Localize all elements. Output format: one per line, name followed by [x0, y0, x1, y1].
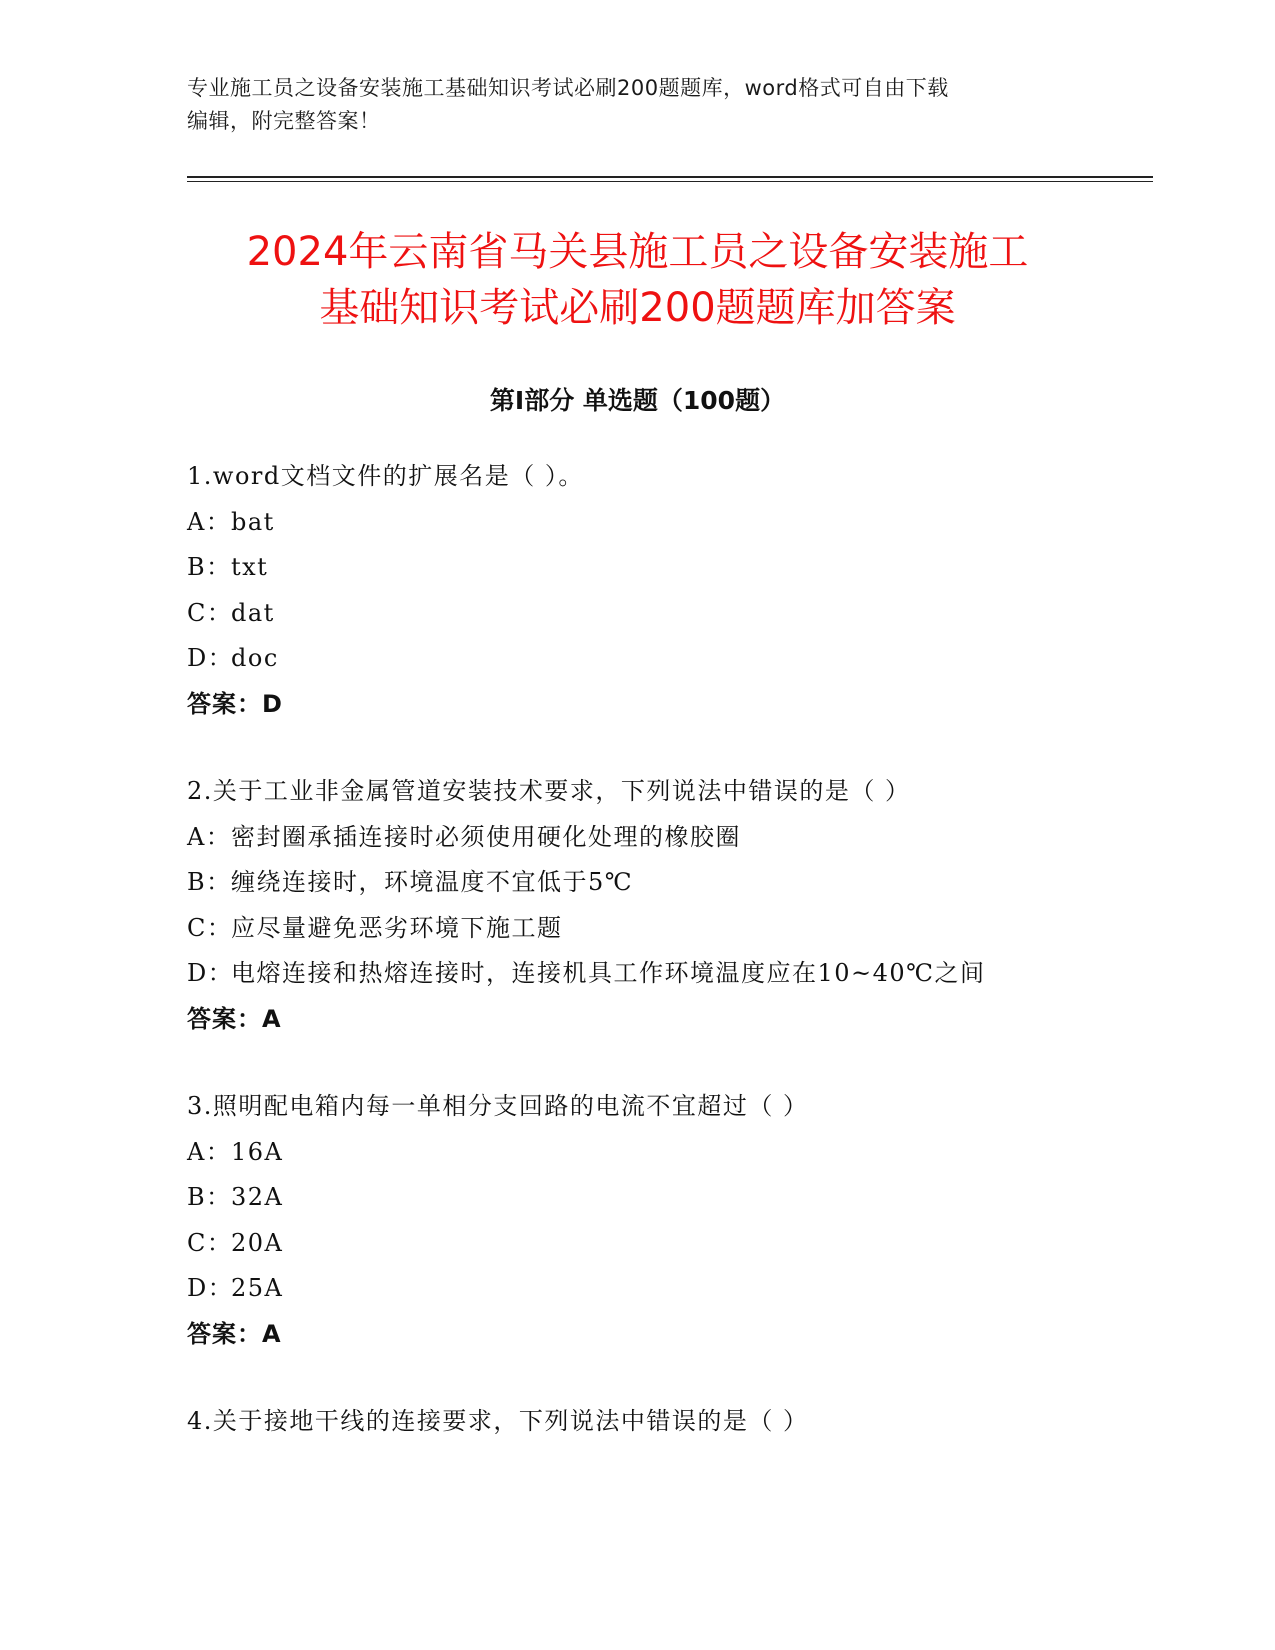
header-divider-thick	[187, 176, 1153, 178]
option-letter: A：	[187, 1137, 232, 1166]
option-letter: A：	[187, 822, 232, 851]
question-4	[187, 1399, 1137, 1445]
question-stem: 2.关于工业非金属管道安装技术要求，下列说法中错误的是（ ）	[187, 777, 911, 805]
option-text: 密封圈承插连接时必须使用硬化处理的橡胶圈	[231, 822, 741, 851]
option-d	[187, 636, 1137, 682]
answer-line: 答案：A	[187, 1319, 282, 1348]
question-2	[187, 769, 1137, 1042]
question-1	[187, 454, 1137, 727]
document-title-line-2: 基础知识考试必刷200题题库加答案	[319, 285, 956, 331]
option-b	[187, 1175, 1137, 1221]
option-text: bat	[231, 507, 275, 536]
option-b	[187, 545, 1137, 591]
option-text: 电熔连接和热熔连接时，连接机具工作环境温度应在10~40℃之间	[231, 959, 986, 987]
option-text: 25A	[231, 1274, 284, 1302]
question-stem: 4.关于接地干线的连接要求，下列说法中错误的是（ ）	[187, 1407, 809, 1435]
option-text: 应尽量避免恶劣环境下施工题	[231, 913, 563, 942]
option-letter: B：	[187, 1183, 232, 1211]
option-letter: C：	[187, 598, 233, 627]
answer-line: 答案：D	[187, 689, 283, 718]
option-d	[187, 951, 1137, 997]
option-c	[187, 1221, 1137, 1267]
header-note-line-2: 编辑，附完整答案！	[187, 109, 381, 133]
option-text: txt	[231, 553, 269, 581]
option-text: 32A	[231, 1183, 284, 1211]
header-divider-thin	[187, 181, 1153, 182]
option-letter: D：	[187, 959, 234, 987]
option-letter: B：	[187, 868, 232, 896]
option-a	[187, 1130, 1137, 1176]
question-stem: 1.word文档文件的扩展名是（ ）。	[187, 462, 584, 490]
question-3	[187, 1084, 1137, 1357]
option-a	[187, 500, 1137, 546]
option-text: 缠绕连接时，环境温度不宜低于5℃	[231, 868, 634, 896]
question-stem: 3.照明配电箱内每一单相分支回路的电流不宜超过（ ）	[187, 1092, 809, 1120]
document-title-line-1: 2024年云南省马关县施工员之设备安装施工	[246, 229, 1029, 275]
section-heading: 第I部分 单选题（100题）	[489, 386, 786, 415]
option-b	[187, 860, 1137, 906]
option-letter: C：	[187, 1228, 233, 1257]
option-text: 16A	[231, 1137, 284, 1166]
header-note-line-1: 专业施工员之设备安装施工基础知识考试必刷200题题库，word格式可自由下载	[187, 76, 949, 100]
option-text: doc	[231, 644, 279, 672]
answer-line: 答案：A	[187, 1004, 282, 1033]
document-title	[120, 224, 1155, 336]
option-text: 20A	[231, 1228, 284, 1257]
option-letter: A：	[187, 507, 232, 536]
option-letter: D：	[187, 644, 234, 672]
option-d	[187, 1266, 1137, 1312]
option-c	[187, 906, 1137, 952]
header-note	[187, 72, 1067, 138]
option-letter: C：	[187, 913, 233, 942]
option-letter: D：	[187, 1274, 234, 1302]
option-a	[187, 815, 1137, 861]
option-letter: B：	[187, 553, 232, 581]
option-c	[187, 591, 1137, 637]
option-text: dat	[231, 598, 275, 627]
